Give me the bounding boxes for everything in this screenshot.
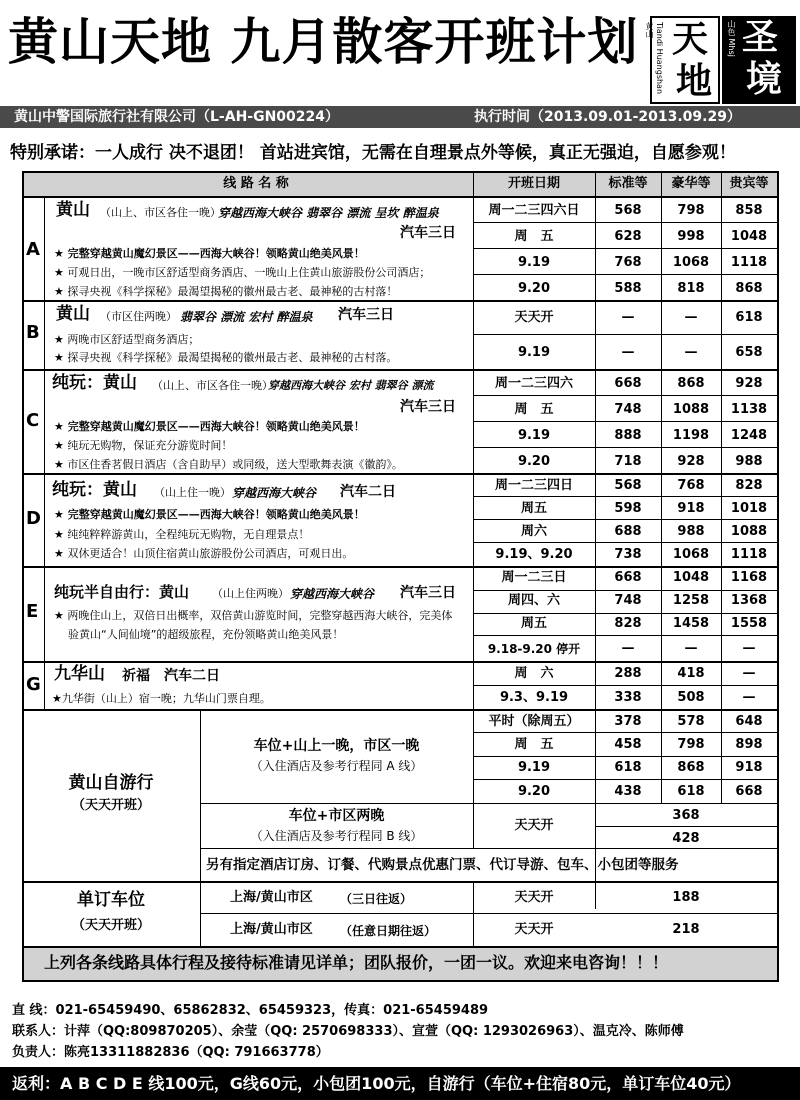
- seat-route: 上海/黄山市区: [230, 890, 313, 905]
- depart-date: 周一二三四六: [494, 376, 573, 391]
- route-spots: 穿越西海大峡谷: [290, 587, 375, 601]
- free-travel-schedule: （天天开班）: [71, 798, 150, 813]
- depart-date: 周五: [520, 501, 547, 516]
- depart-date: 9.19: [517, 428, 551, 443]
- route-transport: 汽车二日: [340, 484, 396, 500]
- price-standard: 668: [614, 570, 642, 585]
- price-standard: 628: [614, 229, 642, 244]
- route-note: 验黄山“人间仙境”的超级旅程，充份领略黄山绝美风景！: [68, 628, 344, 641]
- depart-date: 9.19: [517, 345, 551, 360]
- route-letter: E: [26, 601, 39, 622]
- depart-date: 周 五: [514, 402, 554, 417]
- route-transport: 汽车三日: [338, 307, 394, 323]
- route-note: ★ 纯玩无购物，保证充分游览时间！: [54, 439, 233, 452]
- price-luxury: 928: [677, 454, 705, 469]
- price-standard: 338: [614, 690, 642, 705]
- route-stay: （山上住两晚）: [212, 587, 289, 600]
- depart-date: 周 六: [514, 666, 554, 681]
- route-note: ★ 完整穿越黄山魔幻景区——西海大峡谷！领略黄山绝美风景！: [54, 508, 365, 521]
- option-name: 车位+山上一晚，市区一晚: [253, 738, 420, 754]
- price-vip: 1368: [730, 593, 768, 608]
- price-standard: 438: [614, 784, 642, 799]
- price-luxury: 1068: [672, 255, 710, 270]
- price-vip: 828: [735, 478, 763, 493]
- route-note: ★ 两晚市区舒适型商务酒店；: [54, 333, 200, 346]
- price-vip: 1558: [730, 616, 768, 631]
- seat-only-schedule: （天天开班）: [71, 918, 150, 933]
- option-note: （入住酒店及参考行程同 A 线）: [250, 759, 423, 773]
- route-transport: 汽车三日: [400, 225, 456, 241]
- price-standard: —: [621, 310, 635, 325]
- price-vip: 858: [735, 203, 763, 218]
- depart-date: 9.19: [517, 760, 551, 775]
- price-luxury: 618: [677, 784, 705, 799]
- price-luxury: —: [684, 345, 698, 360]
- logo-shengjing: [722, 16, 796, 104]
- contacts-line: 联系人：计萍（QQ:809870205）、余莹（QQ: 2570698333）、宣萱（QQ: 1293026963）、温克冷、陈师傅: [12, 1024, 684, 1039]
- route-title: 纯玩：黄山: [52, 480, 137, 500]
- price-luxury: 798: [677, 737, 705, 752]
- price-luxury: 418: [677, 666, 705, 681]
- price-luxury: 508: [677, 690, 705, 705]
- price-vip: 648: [735, 714, 763, 729]
- price-option2-b: 428: [672, 831, 700, 846]
- depart-date: 天天开: [514, 310, 554, 325]
- route-title: 纯玩：黄山: [52, 373, 137, 393]
- page-title: 黄山天地 九月散客开班计划: [8, 13, 639, 71]
- logo-tiandi-char2: 地: [676, 61, 713, 102]
- price-vip: 928: [735, 376, 763, 391]
- price-standard: 568: [614, 203, 642, 218]
- route-letter: G: [26, 674, 41, 695]
- route-title: 九华山: [54, 664, 105, 684]
- route-note: ★ 探寻央视《科学探秘》最渴望揭秘的徽州最古老、最神秘的古村落。: [54, 351, 398, 364]
- route-letter: B: [26, 322, 40, 343]
- option-name: 车位+市区两晚: [288, 808, 385, 824]
- contact-info: [12, 1000, 684, 1063]
- price-luxury: 1048: [672, 570, 710, 585]
- route-transport: 汽车三日: [400, 399, 456, 415]
- depart-date: 平时（除周五）: [488, 714, 580, 729]
- route-transport: 汽车三日: [400, 585, 456, 601]
- depart-date: 周五: [520, 616, 547, 631]
- route-note: ★ 探寻央视《科学探秘》最渴望揭秘的徽州最古老、最神秘的古村落！: [54, 285, 398, 298]
- depart-date: 周一二三日: [501, 570, 567, 585]
- depart-date: 天天开: [514, 890, 554, 905]
- luxury-header: 豪华等: [671, 176, 711, 191]
- execution-period: 执行时间（2013.09.01-2013.09.29）: [474, 109, 741, 125]
- price-vip: 1248: [730, 428, 768, 443]
- depart-date: 9.19: [517, 255, 551, 270]
- manager-line: 负责人：陈亮13311882836（QQ: 791663778）: [12, 1045, 329, 1060]
- price-standard: —: [621, 641, 635, 656]
- depart-date: 周 五: [514, 737, 554, 752]
- price-luxury: —: [684, 310, 698, 325]
- price-standard: 748: [614, 402, 642, 417]
- price-vip: 668: [735, 784, 763, 799]
- seat-route: 上海/黄山市区: [230, 922, 313, 937]
- depart-date: 周四、六: [507, 593, 560, 608]
- price-luxury: 988: [677, 524, 705, 539]
- price-luxury: 768: [677, 478, 705, 493]
- route-blessing: 祈福: [122, 668, 150, 684]
- price-standard: —: [621, 345, 635, 360]
- rebate-bar: 返利：A B C D E 线100元，G线60元，小包团100元，自游行（车位+住宿80元，单订车位40元）: [0, 1067, 800, 1100]
- phone-line: 直 线：021-65459490、65862832、65459323，传真：021-65459489: [12, 1003, 489, 1018]
- price-vip: —: [742, 641, 756, 656]
- route-stay: （山上住一晚）: [154, 486, 231, 499]
- price-standard: 288: [614, 666, 642, 681]
- depart-date: 周一二三四六日: [488, 203, 580, 218]
- price-vip: 1118: [730, 255, 768, 270]
- company-banner: [0, 106, 800, 128]
- price-standard: 458: [614, 737, 642, 752]
- logo-tiandi: [645, 16, 720, 104]
- special-promise: 特别承诺：一人成行 决不退团！ 首站进宾馆，无需在自理景点外等候，真正无强迫，自愿参观！: [10, 143, 736, 163]
- price-vip: 898: [735, 737, 763, 752]
- route-note: ★ 双休更适合！山顶住宿黄山旅游股份公司酒店，可观日出。: [54, 547, 354, 560]
- route-note: ★ 市区住香茗假日酒店（含自助早）或同级，送大型歌舞表演《徽韵》。: [54, 458, 403, 471]
- price-vip: 658: [735, 345, 763, 360]
- route-spots: 翡翠谷 漂流 宏村 醉温泉: [180, 310, 313, 324]
- price-luxury: 798: [677, 203, 705, 218]
- route-stay: （山上、市区各住一晚）: [100, 206, 221, 219]
- route-spots: 穿越西海大峡谷 翡翠谷 漂流 呈坎 醉温泉: [218, 206, 439, 220]
- price-standard: 718: [614, 454, 642, 469]
- price-standard: 568: [614, 478, 642, 493]
- depart-date: 天天开: [514, 818, 554, 833]
- route-letter: C: [26, 410, 40, 431]
- route-note: ★ 完整穿越黄山魔幻景区——西海大峡谷！领略黄山绝美风景！: [54, 420, 365, 433]
- price-standard: 598: [614, 501, 642, 516]
- price-vip: —: [742, 666, 756, 681]
- price-luxury: 1258: [672, 593, 710, 608]
- logo-shengjing-char2: 境: [746, 59, 783, 100]
- route-stay: （山上、市区各住一晚）: [152, 379, 273, 392]
- price-vip: 1118: [730, 547, 768, 562]
- route-transport: 汽车二日: [164, 668, 220, 684]
- seat-trip-type: （任意日期往返）: [340, 924, 437, 938]
- price-option2-a: 368: [672, 808, 700, 823]
- depart-date: 9.3、9.19: [499, 690, 569, 705]
- route-spots: 穿越西海大峡谷: [232, 486, 317, 500]
- vip-header: 贵宾等: [729, 176, 769, 191]
- route-title: 纯玩半自由行：黄山: [54, 583, 190, 601]
- price-luxury: 1088: [672, 402, 710, 417]
- depart-date: 周 五: [514, 229, 554, 244]
- route-spots: 穿越西海大峡谷 宏村 翡翠谷 漂流: [268, 379, 434, 392]
- route-title: 黄山: [56, 304, 90, 324]
- price-luxury: 1068: [672, 547, 710, 562]
- depart-date: 9.18-9.20 停开: [487, 642, 581, 656]
- notice: 上列各条线路具体行程及接待标准请见详单；团队报价，一团一议。欢迎来电咨询！！！: [44, 953, 669, 972]
- price-vip: 618: [735, 310, 763, 325]
- seat-price: 188: [672, 890, 700, 905]
- price-luxury: 918: [677, 501, 705, 516]
- standard-header: 标准等: [608, 176, 648, 191]
- route-letter: D: [26, 508, 41, 529]
- seat-trip-type: （三日往返）: [340, 892, 413, 906]
- price-standard: 378: [614, 714, 642, 729]
- price-vip: 1018: [730, 501, 768, 516]
- seat-only-label: 单订车位: [77, 890, 145, 910]
- price-vip: 1088: [730, 524, 768, 539]
- route-stay: （市区住两晚）: [100, 310, 177, 323]
- price-standard: 668: [614, 376, 642, 391]
- seat-price: 218: [672, 922, 700, 937]
- route-note: ★九华街（山上）宿一晚；九华山门票自理。: [52, 692, 271, 705]
- price-luxury: 998: [677, 229, 705, 244]
- price-luxury: 868: [677, 376, 705, 391]
- date-header: 开班日期: [507, 176, 560, 191]
- depart-date: 9.19、9.20: [495, 547, 573, 562]
- price-standard: 888: [614, 428, 642, 443]
- price-vip: —: [742, 690, 756, 705]
- logo-shengjing-char1: 圣: [742, 17, 779, 58]
- logo-tiandi-char1: 天: [672, 19, 709, 60]
- route-note: ★ 可观日出，一晚市区舒适型商务酒店、一晚山上住黄山旅游股份公司酒店；: [54, 266, 431, 279]
- depart-date: 周一二三四日: [494, 478, 573, 493]
- price-standard: 738: [614, 547, 642, 562]
- price-standard: 748: [614, 593, 642, 608]
- price-vip: 1138: [730, 402, 768, 417]
- route-letter: A: [26, 239, 40, 260]
- route-title: 黄山: [56, 200, 90, 220]
- price-vip: 918: [735, 760, 763, 775]
- option-note: （入住酒店及参考行程同 B 线）: [250, 829, 423, 843]
- route-note: ★ 完整穿越黄山魔幻景区——西海大峡谷！领略黄山绝美风景！: [54, 247, 365, 260]
- price-luxury: 818: [677, 281, 705, 296]
- extra-services: 另有指定酒店订房、订餐、代购景点优惠门票、代订导游、包车、小包团等服务: [206, 857, 679, 873]
- route-name-header: 线 路 名 称: [223, 176, 289, 191]
- price-standard: 588: [614, 281, 642, 296]
- depart-date: 天天开: [514, 922, 554, 937]
- price-vip: 1048: [730, 229, 768, 244]
- price-standard: 618: [614, 760, 642, 775]
- price-vip: 868: [735, 281, 763, 296]
- price-standard: 688: [614, 524, 642, 539]
- price-standard: 768: [614, 255, 642, 270]
- price-luxury: 578: [677, 714, 705, 729]
- price-vip: 988: [735, 454, 763, 469]
- company-name: 黄山中警国际旅行社有限公司（L-AH-GN00224）: [14, 109, 340, 125]
- logo-shengjing-small: 山色 Mhsj: [727, 20, 736, 57]
- price-luxury: 1198: [672, 428, 710, 443]
- route-note: ★ 纯纯粹粹游黄山，全程纯玩无购物，无自理景点！: [54, 528, 310, 541]
- depart-date: 9.20: [517, 281, 551, 296]
- depart-date: 9.20: [517, 454, 551, 469]
- price-vip: 1168: [730, 570, 768, 585]
- route-note: ★ 两晚住山上，双倍日出概率，双倍黄山游览时间，完整穿越西海大峡谷，完美体: [54, 609, 453, 622]
- price-luxury: 868: [677, 760, 705, 775]
- free-travel-label: 黄山自游行: [68, 773, 154, 793]
- depart-date: 9.20: [517, 784, 551, 799]
- price-standard: 828: [614, 616, 642, 631]
- price-luxury: —: [684, 641, 698, 656]
- logo-tiandi-small: Tiandi Huangshan 黄山: [645, 22, 664, 95]
- depart-date: 周六: [520, 524, 547, 539]
- price-luxury: 1458: [672, 616, 710, 631]
